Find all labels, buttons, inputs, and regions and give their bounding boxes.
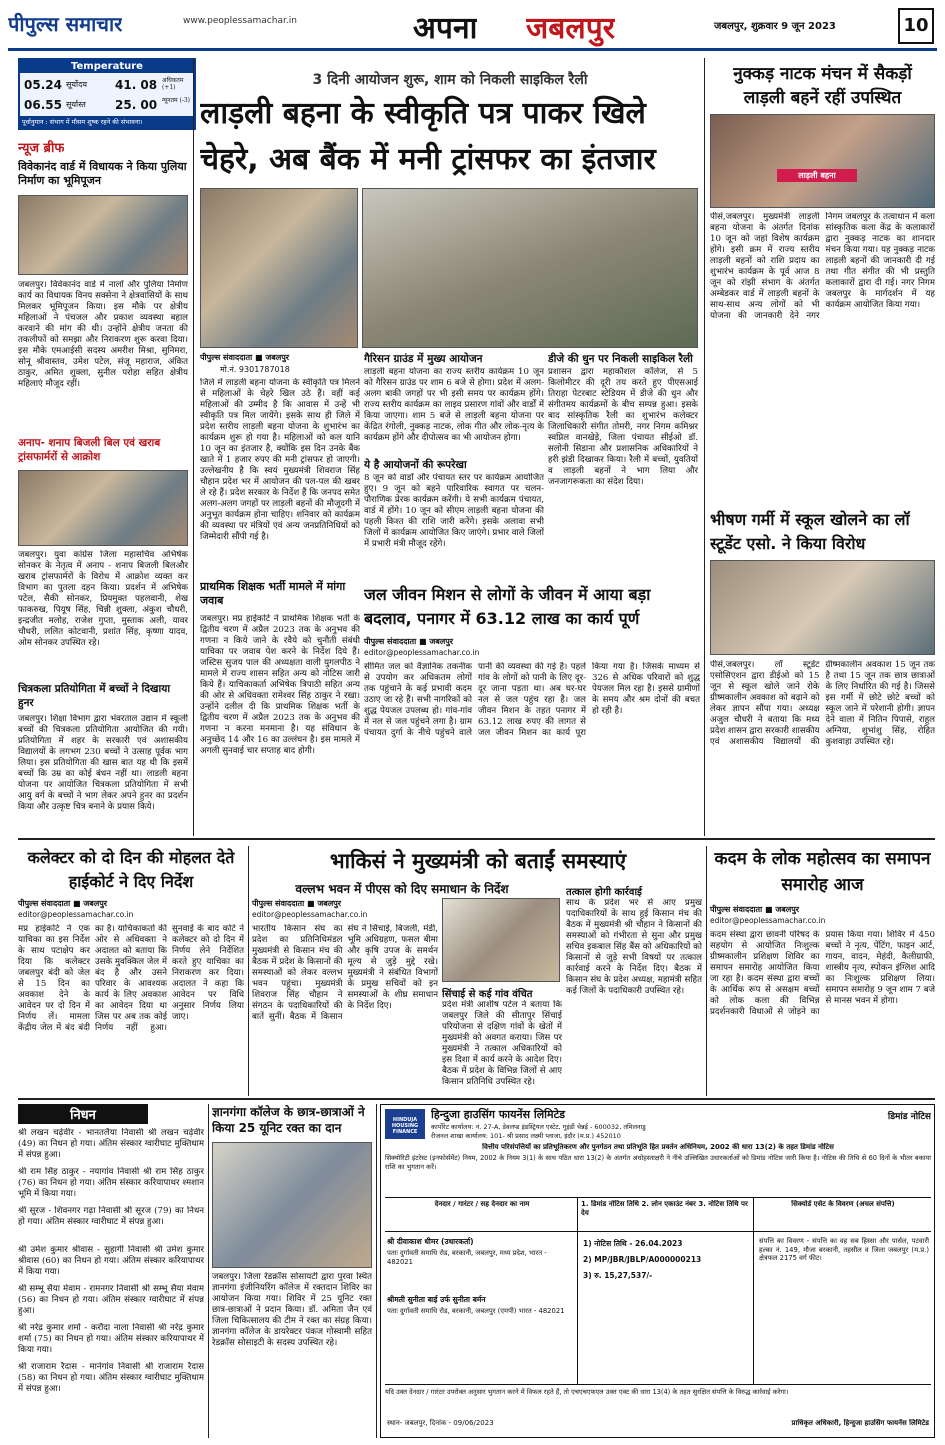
kadam-body: कदम संस्था द्वारा छावनी परिषद के सहयोग से आयोजित निःशुल्क ग्रीष्मकालीन प्रशिक्षण शिविर का समापन समारोह आयोजित किया जा रहा है। कदम संस्था द्वारा बच्चों के आर्थिक रूप से असक्षम बच्चों को लोक कला की विभिन्न प्रदर्शनकारी विधाओं से जोड़ने का प्रयास किया गया। शिविर में 450 बच्चों ने नृत्य, पेंटिंग, फाइन आर्ट, गायन, वादन, मेहंदी, कैलीग्राफी, शास्त्रीय नृत्य, स्पोकन इंग्लिश आदि का निःशुल्क प्रशिक्षण लिया। समापन समारोह 9 जून शाम 7 बजे से मानस भवन में होगा।	[710, 930, 935, 1017]
brief-1-headline: विवेकानंद वार्ड में विधायक ने किया पुलिया निर्माण का भूमिपूजन	[18, 160, 187, 187]
water-headline-1: जल जीवन मिशन से लोगों के जीवन में आया बड़ा	[364, 585, 651, 604]
water-body: सीमित जल को वैज्ञानिक तकनीक से उपयोग कर अधिकतम लोगों तक पहुंचाने के कई प्रभावी कदम उठाए जा रहे हैं। सभी नागरिकों को शुद्ध पेयजल उपलब्ध हो। गांव-गांव में नल से जल पहुंचने लगा है। ग्राम पंचायत दुर्गा के नीचे पहुंचने वाले पानी की व्यवस्था की गई है। पहले गांव के लोगों को पानी के लिए दूर-दूर जाना पड़ता था। अब घर-घर नल से जल पहुंच रहा है। जल जीवन मिशन के तहत पनागर में 63.12 लाख रुपए की लागत से जल जीवन मिशन का कार्य पूरा किया गया है। जिसके माध्यम से 326 से अधिक परिवारों को शुद्ध पेयजल मिल रहा है। इससे ग्रामीणों के समय और श्रम दोनों की बचत हो रही है।	[364, 662, 700, 738]
collector-credit: पीपुल्स संवाददाता ■ जबलपुर	[18, 899, 108, 908]
column-rule	[193, 58, 194, 836]
lead-headline-2: चेहरे, अब बैंक में मनी ट्रांसफर का इंतजार	[200, 142, 656, 177]
notice-address-1: कार्पोरेट कार्यालय: नं. 27-A, डेवलप्ड इंडस्ट्रियल एस्टेट, गुइंडी चेन्नई - 600032, तमिलनाडु	[431, 1123, 646, 1131]
brief-3-body: जबलपुर। शिक्षा विभाग द्वारा भंवरताल उद्यान में स्कूली बच्चों की चित्रकला प्रतियोगिता आयोजित की गयी। प्रतियोगिता में शहर के सरकारी एवं अशासकीय विद्यालयों के लगभग 230 बच्चों ने उत्साह पूर्वक भाग लिया। इस प्रतियोगिता की खास बात यह थी कि इसमें बच्चों कि उम्र का कोई बंधन नहीं था। लाडली बहना योजना पर आयोजित चित्रकला प्रतियोगिता में सभी आयु वर्ग के बच्चों ने भाग लेकर अपने हुनर का प्रदर्शन किया और उत्कृष्ट चित्र बनाने के प्रयास किये।	[18, 714, 188, 812]
notice-place-date: स्थान- जबलपुर, दिनांक - 09/06/2023	[387, 1419, 494, 1427]
obituary-item: श्री सूरज - शिवनगर गढ़ा निवासी श्री सूरज (79) का निधन हो गया। अंतिम संस्कार ग्वारीघाट में संपन्न हुआ।	[18, 1206, 204, 1227]
borrower-2-address: पताः दुर्गावती समाधि रोड, बरकानी, जबलपुर (एमपी) भारत - 482021	[387, 1307, 565, 1315]
lead-body: जिले में लाड़ली बहना योजना के स्वीकृति पत्र मिलने से महिलाओं के चेहरे खिल उठे हैं। वहीं कई महिलाओं की उम्मीद है कि आवास में उन्हें भी स्वीकृति पत्र मिल जायेंगे। इसके साथ ही जिले में प्रदेश स्तरीय लाड़ली बहना योजना के शुभारंभ का कार्यक्रम शुरू हो गया है। महिलाओं को कल यानि 10 जून का इंतजार है, क्योंकि इस दिन उनके बैंक खाते में 1 हजार रुपए की मनी ट्रांसफर हो जाएगी। उल्लेखनीय है कि स्वयं मुख्यमंत्री शिवराज सिंह चौहान प्रदेश भर में आयोजन की पल-पल की खबर ले रहे हैं। प्रदेश सरकार के निर्देश हैं कि जनपद समेत अलग-अलग जगहों पर लाड़ली बहनों की मौजूदगी में अनुभूत कार्यक्रम होना चाहिए। शनिवार को कार्यक्रम की व्यवस्था पर मंत्रियों एवं अन्य जनप्रतिनिधियों को जिम्मेदारी सौंपी गई है।	[200, 378, 360, 542]
borrower-1-address: पताः दुर्गावती समाधि रोड, बरकानी, जबलपुर, मध्य प्रदेश, भारत - 482021	[387, 1249, 547, 1266]
notice-col-3: सिक्योर्ड एसेट के विवरण (अचल संपत्ति)	[791, 1200, 895, 1208]
notice-subtitle: वित्तीय परिसंपत्तियों का प्रतिभूतिकरण और पुनर्गठन तथा प्रतिभूति हित प्रवर्तन अधिनियम, 2002 की धारा 13(2) के तहत डिमांड नोटिस	[482, 1143, 834, 1151]
loan-number: 2) MP/JBR/JBLP/A000000213	[583, 1255, 702, 1264]
temp-min: 25. 00	[115, 98, 158, 112]
collector-headline: कलेक्टर को दो दिन की मोहलत देते हाईकोर्ट ने दिए निर्देश	[27, 848, 235, 891]
sunrise-label: सूर्योदय	[66, 80, 88, 89]
notice-address-2: रीजनल शाखा कार्यालय: 101- श्री प्रसाद लक्ष्मी प्लाजा, इंदौर (म.प्र.) 452010	[431, 1132, 621, 1140]
temp-max-label: अधिकतम (+1)	[162, 77, 184, 91]
borrower-2: श्रीमती सुनीता बाई उर्फ सुनीता बर्मन	[387, 1295, 486, 1304]
bhakisan-photo	[442, 898, 560, 982]
school-headline: भीषण गर्मी में स्कूल खोलने का लॉ स्टूडेंट एसो. ने किया विरोध	[710, 510, 910, 553]
obituary-header	[18, 1104, 148, 1124]
collector-credit-name: पीपुल्स संवाददाता	[18, 899, 71, 908]
collector-body: मप्र हाईकोर्ट ने एक याचिका का इस निर्देश के साथ पटाक्षेप कर दिया कि कलेक्टर जबलपुर बंदी को जेल से 15 दिन का अवकाश देने के आवेदन पर दो दिन में निर्णय लें। मामला केंद्रीय जेल में बंद बंदी का है। याचिकाकर्ता की ओर से अधिवक्ता ने अदालत को बताया कि उसके मुवक्किल जेल में बंद है और उसने परिवार के आवश्यक कार्य के लिए अवकाश का आवेदन दिया था जिस पर अब तक कोई निर्णय नहीं हुआ। सुनवाई के बाद कोर्ट ने कलेक्टर को दो दिन में निर्णय लेने निर्देशित करते हुए याचिका का निराकरण कर दिया। अदालत ने कहा कि आवेदन पर विधि अनुसार निर्णय लिया जाए।	[18, 924, 244, 1033]
kadam-headline: कदम के लोक महोत्सव का समापन समारोह आज	[714, 849, 931, 895]
obituary-label: निधन	[70, 1108, 96, 1123]
temp-max: 41. 08	[115, 78, 158, 92]
column-rule	[376, 1104, 377, 1438]
lead-credit: पीपुल्स संवाददाता ■ जबलपुर	[200, 353, 290, 362]
lead-kicker: 3 दिनी आयोजन शुरू, शाम को निकली साइकिल रैली	[312, 72, 588, 88]
brief-3-headline: चित्रकला प्रतियोगिता में बच्चों ने दिखाया हुनर	[18, 683, 171, 709]
canal-body: प्रदेश मंत्री आशीष पटेल ने बताया कि जबलपुर जिले की सीतापुर सिंचाई परियोजना से दक्षिण गांवों के खेतों में मुख्यमंत्री को अवगत कराया। जिस पर मुख्यमंत्री ने तत्काल अधिकारियों को इस दिशा में कार्य करने के आदेश दिए। बैठक में प्रदेश के विभिन्न जिलों से आए किसान प्रतिनिधि उपस्थित रहे।	[442, 1000, 562, 1087]
obituary-list	[18, 1128, 204, 1438]
brief-1-body: जबलपुर। विवेकानंद वार्ड में नालों और पुलिया निर्माण कार्य का विधायक विनय सक्सेना ने क्षेत्रवासियों के साथ मिलकर भूमिपूजन किया। इस मौके पर क्षेत्रीय महिलाओं ने पंचजल और प्रकाश व्यवस्था बहाल करवाने की मांग की थी। उन्होंने क्षेत्रीय जनता की तकलीफों को समझा और निराकरण शुरू करवा दिया। इस मौके एमआईसी सदस्य अमरीश मिश्रा, सुनिमरा, सोनू श्रीवास्तव, उमेश पटेल, संजू महाराज, अंकित ठाकुर, अमित शुक्ला, सुनील परोहा सहित क्षेत्रीय महिलाएं मौजूद रहीं।	[18, 280, 188, 389]
school-photo	[710, 560, 935, 655]
kadam-credit: पीपुल्स संवाददाता ■ जबलपुर	[710, 905, 800, 914]
page-number: 10	[898, 8, 934, 44]
blood-body: जबलपुर। जिला रेडक्रॉस सोसायटी द्वारा पुरवा स्थित ज्ञानगंगा इंजीनियरिंग कॉलेज में रक्तदान शिविर का आयोजन किया गया। शिविर में 25 यूनिट रक्त छात्र-छात्राओं ने प्रदान किया। डॉ. अमिता जैन एवं जिला चिकित्सालय की टीम ने रक्त का संग्रह किया। ज्ञानगंगा कॉलेज के डायरेक्टर पंकज गोस्वामी सहित रेडक्रॉस सोसाइटी के सदस्य उपस्थित रहे।	[212, 1272, 372, 1348]
notice-date: 1) नोटिस तिथि - 26.04.2023	[583, 1239, 683, 1248]
notice-signatory: प्राधिकृत अधिकारी, हिन्दुजा हाउसिंग फायनेंस लिमिटेड	[791, 1419, 929, 1427]
obituary-item: श्री राम सिंह ठाकुर - नयागांव निवासी श्री राम सिंह ठाकुर (76) का निधन हो गया। अंतिम संस्कार करियापाथर श्मशान भूमि में किया गया।	[18, 1167, 204, 1199]
lead-credit-city: जबलपुर	[265, 353, 290, 362]
schedule-heading: ये है आयोजनों की रूपरेखा	[364, 459, 467, 471]
water-headline-2: बदलाव, पनागर में 63.12 लाख का कार्य पूर्ण	[364, 609, 640, 628]
water-credit: पीपुल्स संवाददाता ■ जबलपुर	[364, 637, 454, 646]
weather-forecast: पूर्वानुमान : संभाग में मौसम शुष्क रहने की संभावना।	[20, 116, 194, 128]
lead-photo-rally	[362, 188, 698, 348]
canal-heading: सिंचाई से कई गांव वंचित	[442, 989, 533, 1000]
news-brief-label: न्यूज ब्रीफ	[18, 141, 65, 156]
collector-email[interactable]: editor@peoplessamachar.co.in	[18, 910, 134, 919]
brief-2-headline: अनाप- शनाप बिजली बिल एवं खराब ट्रांसफार्मरों से आक्रोश	[18, 437, 161, 463]
action-body: साथ के प्रदेश भर से आए प्रमुख पदाधिकारियों के साथ हुई किसान मंच की बैठक में मुख्यमंत्री श्री चौहान ने किसानों की समस्याओं को गंभीरता से सुना और प्रमुख सचिव इकबाल सिंह बैंस को अधिकारियों को किसानों से जुड़े सभी विषयों पर तत्काल कार्रवाई करने के निर्देश दिए। बैठक में किसान संघ के प्रदेश अध्यक्ष, महामंत्री सहित कई जिलों के पदाधिकारी उपस्थित रहे।	[566, 898, 702, 996]
action-heading: तत्काल होगी कार्रवाई	[566, 887, 642, 898]
blood-photo	[212, 1142, 372, 1268]
column-rule	[704, 58, 705, 836]
bhakisan-email[interactable]: editor@peoplessamachar.co.in	[252, 910, 368, 919]
borrower-1: श्री दीवाकाश धीमर (उधारकर्ता)	[387, 1237, 474, 1246]
kadam-email[interactable]: editor@peoplessamachar.co.in	[710, 916, 826, 925]
nukkad-photo	[710, 114, 935, 208]
demand-notice	[380, 1104, 935, 1438]
sunset-label: सूर्यास्त	[66, 100, 86, 109]
lead-photo-women	[200, 188, 358, 348]
kadam-credit-name: पीपुल्स संवाददाता	[710, 905, 763, 914]
obituary-item: श्री उमेश कुमार श्रीवास - सुहागी निवासी श्री उमेश कुमार श्रीवास (60) का निधन हो गया। अंतिम संस्कार करियापाथर में किया गया।	[18, 1245, 204, 1277]
obituary-item: श्री सम्भू सैया मेवाम - रामनगर निवासी श्री सम्भू सैया मेवाम (56) का निधन हो गया। अंतिम संस्कार ग्वारीघाट में संपन्न हुआ।	[18, 1284, 204, 1316]
notice-company: हिन्दुजा हाउसिंग फायनेंस लिमिटेड	[431, 1108, 566, 1121]
weather-box	[18, 58, 196, 130]
brief-2-body: जबलपुर। युवा कांग्रेस जिला महासचिव अभिषेक सोनकर के नेतृत्व में अनाप - शनाप बिजली बिलऔर खराब ट्रांसफार्मरों के विरोध में आक्रोश व्यक्त कर विभाग का पुतला दहन किया। प्रदर्शन में अभिषेक पटेल, सैकी सोनकर, प्रियमुक्त पहलवानी, शेख फाकरुख, पियूष सिंह, चिन्नी शुक्ला, अंकुश चौधरी, इन्द्रजीत मलोह, राजेश गुप्ता, मुस्ताक अली, यावर चौधरी, ललित कोटवानी, प्रशांत सिंह, कृष्णा यादव, ओम सोनकर उपस्थित रहे।	[18, 550, 188, 648]
brief-1-photo	[18, 195, 188, 275]
bhakisan-kicker: वल्लभ भवन में पीएस को दिए समाधान के निर्देश	[295, 882, 509, 896]
notice-tag: डिमांड नोटिस	[887, 1112, 931, 1122]
notice-col-1: देनदार / गारंटर / सह देनदार का नाम	[434, 1200, 530, 1208]
notice-intro: सिक्योरिटी इंटरेस्ट (इनफोर्समेंट) नियम, 2002 के नियम 3(1) के साथ पठित धारा 13(2) के अंतर्गत अधोहस्ताक्षरी ने नीचे उल्लिखित उधारकर्ताओं को डिमांड नोटिस जारी किया है। नोटिस की तिथि से 60 दिनों के भीतर बकाया राशि का भुगतान करें।	[385, 1154, 931, 1171]
weather-title: Temperature	[20, 60, 194, 73]
obituary-item: श्री लखन चढ़ेवीर - भानतलैया निवासी श्री लखन चढ़ेवीर (49) का निधन हो गया। अंतिम संस्कार ग्वारीघाट मुक्तिधाम में संपन्न हुआ।	[18, 1128, 204, 1160]
bhakisan-headline: भाकिसं ने मुख्यमंत्री को बताईं समस्याएं	[329, 849, 627, 873]
hinduja-logo-text: HINDUJA HOUSING FINANCE	[391, 1117, 419, 1135]
dateline: जबलपुर, शुक्रवार 9 जून 2023	[714, 21, 836, 32]
obituary-item: श्री राजाराम रैदास - मानेगांव निवासी श्री राजाराम रैदास (58) का निधन हो गया। अंतिम संस्कार ग्वारीघाट मुक्तिधाम में संपन्न हुआ।	[18, 1362, 204, 1394]
sunset-time: 06.55	[24, 98, 62, 112]
nukkad-headline: नुक्कड़ नाटक मंचन में सैकड़ों लाड़ली बहनें रहीं उपस्थित	[733, 64, 912, 108]
sunrise-time: 05.24	[24, 78, 62, 92]
section-title-b: जबलपुर	[526, 11, 616, 46]
garrison-heading: गैरिसन ग्राउंड में मुख्य आयोजन	[364, 353, 483, 365]
section-rule	[18, 1098, 935, 1100]
bhakisan-credit-city: जबलपुर	[317, 899, 342, 908]
column-rule	[248, 846, 249, 1096]
blood-headline: ज्ञानगंगा कॉलेज के छात्र-छात्राओं ने किया 25 यूनिट रक्त का दान	[212, 1105, 365, 1135]
masthead-rule	[8, 48, 937, 51]
bhakisan-body: भारतीय किसान संघ का प्रदेश का प्रतिनिधिमंडल मुख्यमंत्री से किसान मंच की बैठक में प्रदेश के किसानों की समस्याओं को लेकर वल्लभ भवन पहुंचा। मुख्यमंत्री शिवराज सिंह चौहान ने संगठन के पदाधिकारियों की बातें सुनीं। बैठक में किसान संघ ने सिंचाई, बिजली, मंडी, भूमि अधिग्रहण, फसल बीमा और कृषि उपज के समर्थन मूल्य से जुड़े मुद्दे रखे। मुख्यमंत्री ने संबंधित विभागों के प्रमुख सचिवों को इन समस्याओं के शीघ्र समाधान के निर्देश दिए।	[252, 924, 438, 1022]
masthead	[8, 4, 937, 52]
hinduja-logo	[385, 1109, 425, 1139]
teacher-body: जबलपुर। मप्र हाईकोर्ट ने प्राथमिक शिक्षक भर्ती के द्वितीय चरण में अप्रैल 2023 तक के अनुभव की गणना न किये जाने के रवैये को चुनौती संबंधी याचिका पर जवाब पेश करने के निर्देश दिये हैं। जस्टिस सुजय पाल की अध्यक्षता वाली युगलपीठ ने मामले में राज्य शासन सहित अन्य को नोटिस जारी किये हैं। याचिकाकर्ता अभिषेक त्रिपाठी सहित अन्य की ओर से अधिवक्ता रामेश्वर सिंह ठाकुर ने रखा। उन्होंने दलील दी कि प्राथमिक शिक्षक भर्ती के द्वितीय चरण में अप्रैल 2023 तक के अनुभव की गणना न करना मनमाना है। यह संविधान के अनुच्छेद 14 और 16 का उल्लंघन है। इस मामले में अगली सुनवाई चार सप्ताह बाद होगी।	[200, 614, 360, 756]
section-rule	[18, 838, 935, 840]
lead-mobile: मो.नं. 9301787018	[220, 365, 290, 374]
column-rule	[706, 846, 707, 1096]
rally-body: प्रशासन द्वारा महाकौशल कॉलेज, से 5 किलोमीटर की दूरी तय करते हुए पीएसआई तिराहा पेटरबाट स्टेडियम में डीजे की धुन और संगीतमय कार्यक्रमों के बीच सम्पन्न हुआ। इसके बाद सांस्कृतिक रैली का शुभारंभ कलेक्टर जिलाधिकारी संगीत तोमरी, नगर निगम कमिश्नर स्वप्निल वानखेड़े, जिला पंचायत सीईओ डॉ. सलोनी सिडाना और प्रशासनिक अधिकारियों ने हरी झंडी दिखाकर किया। रैली में बच्चों, युवतियों व लाड़ली बहनों ने भाग लिया और जनजागरूकता का संदेश दिया।	[548, 367, 698, 487]
website[interactable]: www.peoplessamachar.in	[183, 16, 297, 26]
logo: पीपुल्स समाचार	[8, 12, 123, 36]
section-title-a: अपना	[413, 11, 478, 46]
schedule-body: 8 जून को वार्डों और पंचायत स्तर पर कार्यक्रम आयोजित हुए। 9 जून को बहने पारिवारिक स्वागत पर चलन-पौराणिक प्रेरक कार्यक्रम करेंगी। ये सभी कार्यक्रम पंचायत, वार्ड में होंगे। 10 जून को सीएम लाड़ली बहना योजना की पहली किश्त की राशि जारी करेंगे। इसके अलावा सभी जिलों में कार्यक्रम आयोजित किए जाएंगे। प्रभार वाले जिलों में प्रभारी मंत्री मौजूद रहेंगे।	[364, 473, 544, 549]
obituary-item: श्री नरेंद्र कुमार शर्मा - करौंदा नाला निवासी श्री नरेंद्र कुमार शर्मा (75) का निधन हो गया। अंतिम संस्कार करियापाथर में किया गया।	[18, 1323, 204, 1355]
nukkad-banner: लाड़ली बहना	[777, 169, 857, 182]
rally-heading: डीजे की धुन पर निकली साइकिल रैली	[548, 353, 693, 365]
water-credit-name: पीपुल्स संवाददाता	[364, 637, 417, 646]
water-email[interactable]: editor@peoplessamachar.co.in	[364, 648, 480, 657]
school-body: पीसं,जबलपुर। लॉ स्टूडेंट एसोसिएशन द्वारा डीईओ को 15 जून से स्कूल खोले जाने रोके ग्रीष्मकालीन अवकाश को बढ़ाने को लेकर ज्ञापन सौंपा गया। अध्यक्ष अजुल चौधरी ने बताया कि मध्य प्रदेश शासन द्वारा सरकारी शासकीय एवं अशासकीय विद्यालयों की ग्रीष्मकालीन अवकाश 15 जून तक है तथा 15 जून तक छात्र छात्राओं के लिए निर्धारित की गई है। जिससे इस गर्मी में छोटे छोटे बच्चों को स्कूल जाने में परेशानी होगी। ज्ञापन देने वाला में नितिन पिपासे, राहुल अग्निया, शुभांशु सिंह, रोहित कुशवाहा उपस्थित रहे।	[710, 660, 935, 747]
garrison-body: लाड़ली बहना योजना का राज्य स्तरीय कार्यक्रम 10 जून को गैरिसन ग्राउंड पर शाम 6 बजे से होगा। प्रदेश में अलग-अलग बाकी जगहों पर भी इसी समय पर कार्यक्रम होंगे। राज्य स्तरीय कार्यक्रम का लाइव प्रसारण गांवों और वार्डों में किया जाएगा। शाम 5 बजे से लाड़ली बहना योजना पर केंद्रित रंगोली, नुक्कड़ नाटक, लोक गीत और लोक-नृत्य के कार्यक्रम होंगे और दीपोत्सव का भी आयोजन होगा।	[364, 367, 544, 443]
bhakisan-credit-name: पीपुल्स संवाददाता	[252, 899, 305, 908]
due-amount: 3) रु. 15,27,537/-	[583, 1271, 653, 1280]
temp-min-label: न्यूनतम (-3)	[162, 97, 191, 104]
notice-footer: यदि उक्त देनदार / गारंटर उपरोक्त अनुसार भुगतान करने में विफल रहते हैं, तो एचएचएफएल उक्त एक्ट की धारा 13(4) के तहत सुरक्षित संपत्ति के विरुद्ध कार्रवाई करेगा।	[385, 1388, 789, 1396]
notice-col-2: 1. डिमांड नोटिस तिथि 2. लोन एकाउंट नंबर 3. नोटिस तिथि पर देय	[581, 1200, 748, 1217]
teacher-headline: प्राथमिक शिक्षक भर्ती मामले में मांगा जवाब	[200, 580, 346, 607]
lead-headline-1: लाड़ली बहना के स्वीकृति पत्र पाकर खिले	[200, 96, 646, 131]
column-rule	[208, 1104, 209, 1438]
bhakisan-credit: पीपुल्स संवाददाता ■ जबलपुर	[252, 899, 342, 908]
kadam-credit-city: जबलपुर	[775, 905, 800, 914]
water-credit-city: जबलपुर	[429, 637, 454, 646]
nukkad-body: पीसं,जबलपुर। मुख्यमंत्री लाड़ली बहना योजना के अंतर्गत दिनांक 10 जून को जहां विशेष कार्यक्रम होंगे। इसी क्रम में राज्य स्तरीय लाड़ली बहनों को राशि प्रदाय का शुभारंभ कार्यक्रम के पूर्व आज 8 जून को रांझी संभाग के अंतर्गत अम्बेडकर वार्ड में लाड़ली बहनों के साथ-साथ अन्य लोगों को भी योजना की जानकारी देने नगर निगम जबलपुर के तत्वाधान में कला सांस्कृतिक कला केंद्र के कलाकारों द्वारा नुक्कड़ नाटक का शानदार मंचन किया गया। यह नुक्कड़ नाटक लाड़ली बहनों की जानकारी दी गई तथा गीत संगीत की भी प्रस्तुति कलाकारों द्वारा दी गई। नगर निगम जबलपुर के मार्गदर्शन में यह कार्यक्रम आयोजित किया गया।	[710, 212, 935, 321]
collector-credit-city: जबलपुर	[83, 899, 108, 908]
property-details: संपत्ति का विवरण - संपत्ति का वह सब हिस्सा और पार्सल, पटवारी हल्का नं. 149, मौजा बरकानी, तहसील व जिला जबलपुर (म.प्र.) क्षेत्रफल 2175 वर्ग फीट।	[759, 1237, 929, 1262]
lead-credit-name: पीपुल्स संवाददाता	[200, 353, 253, 362]
brief-2-photo	[18, 470, 188, 546]
